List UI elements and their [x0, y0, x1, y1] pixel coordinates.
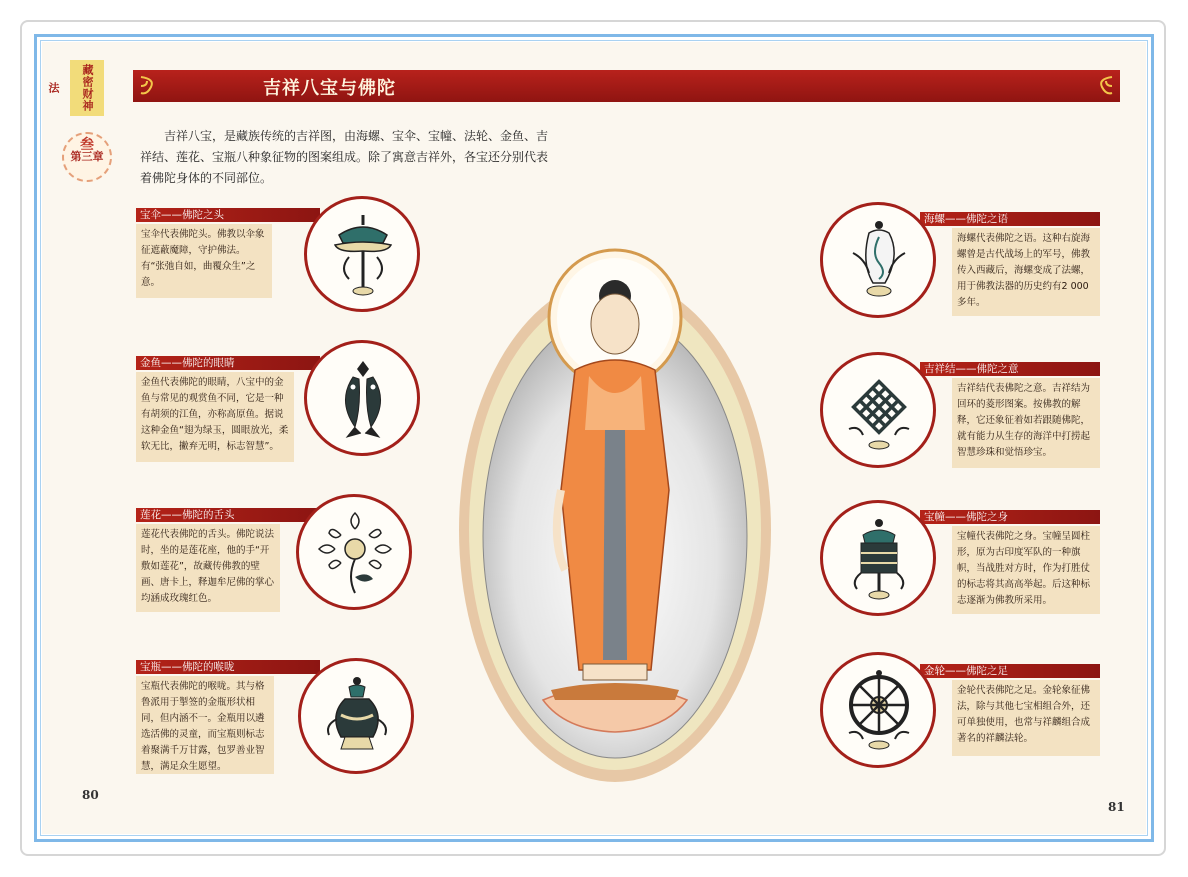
buddha-illustration	[455, 200, 775, 800]
card-text: 宝瓶代表佛陀的喉咙。其与格鲁派用于掣签的金瓶形状相同，但内涵不一。金瓶用以遴选活佛的灵童，而宝瓶则标志着聚满千万甘露，包罗善业智慧，满足众生愿望。	[136, 676, 274, 774]
symbol-circle	[820, 202, 936, 318]
parasol-icon	[325, 213, 401, 297]
scroll-ornament-icon	[137, 73, 159, 99]
page-title: 吉祥八宝与佛陀	[263, 78, 396, 99]
card-title: 莲花——佛陀的舌头	[136, 508, 320, 522]
card-text: 金轮代表佛陀之足。金轮象征佛法，除与其他七宝相组合外，还可单独使用，也常与祥麟组合成著名的祥麟法轮。	[952, 680, 1100, 756]
page-number-left: 80	[82, 788, 99, 802]
chapter-label: 第三章	[70, 150, 104, 163]
symbol-circle	[820, 652, 936, 768]
card-text: 宝伞代表佛陀头。佛教以伞象征遮蔽魔障，守护佛法。有“张弛自如，曲覆众生”之意。	[136, 224, 272, 298]
symbol-circle	[820, 500, 936, 616]
symbol-circle	[820, 352, 936, 468]
lotus-icon	[317, 511, 393, 595]
golden-fish-icon	[325, 357, 401, 441]
endless-knot-icon	[841, 369, 917, 453]
symbol-circle	[296, 494, 412, 610]
card-text: 金鱼代表佛陀的眼睛，八宝中的金鱼与常见的观赏鱼不同，它是一种有胡须的江鱼，亦称高原鱼。据说这种金鱼“翅为绿玉，圆眼放光，柔软无比，撇弃无明，标志智慧”。	[136, 372, 294, 462]
card-text: 吉祥结代表佛陀之意。吉祥结为回环的菱形图案。按佛教的解释，它还象征着如若跟随佛陀，就有能力从生存的海洋中打捞起智慧珍珠和觉悟珍宝。	[952, 378, 1100, 468]
conch-shell-icon	[841, 219, 917, 303]
card-text: 莲花代表佛陀的舌头。佛陀说法时，坐的是莲花座，他的手“开敷如莲花”，故藏传佛教的壁画、唐卡上，释迦牟尼佛的掌心均涵成玫瑰红色。	[136, 524, 280, 612]
scroll-ornament-icon	[1094, 73, 1116, 99]
treasure-vase-icon	[319, 675, 395, 759]
victory-banner-icon	[841, 517, 917, 601]
title-bar	[133, 70, 1120, 102]
intro-paragraph: 吉祥八宝，是藏族传统的吉祥图，由海螺、宝伞、宝幢、法轮、金鱼、吉祥结、莲花、宝瓶八种象征物的图案组成。除了寓意吉祥外，各宝还分别代表着佛陀身体的不同部位。	[140, 129, 549, 185]
page-number-right: 81	[1108, 800, 1125, 814]
card-title: 吉祥结——佛陀之意	[920, 362, 1100, 376]
chapter-marker	[62, 120, 112, 212]
symbol-circle	[304, 340, 420, 456]
card-title: 金鱼——佛陀的眼睛	[136, 356, 320, 370]
card-title: 金轮——佛陀之足	[920, 664, 1100, 678]
card-text: 宝幢代表佛陀之身。宝幢呈圆柱形，原为古印度军队的一种旗帜，当战胜对方时，作为打胜仗的标志将其高高举起。后这种标志逐渐为佛教所采用。	[952, 526, 1100, 614]
dharma-wheel-icon	[841, 669, 917, 753]
card-text: 海螺代表佛陀之语。这种右旋海螺曾是古代战场上的军号，佛教传入西藏后，海螺变成了法螺，用于佛教法器的历史约有2 000多年。	[952, 228, 1100, 316]
card-title: 宝瓶——佛陀的喉咙	[136, 660, 320, 674]
symbol-circle	[304, 196, 420, 312]
card-title: 宝伞——佛陀之头	[136, 208, 320, 222]
side-tab: 藏密财神法	[70, 60, 104, 116]
chapter-number: 叁	[80, 137, 94, 153]
card-title: 海螺——佛陀之语	[920, 212, 1100, 226]
symbol-circle	[298, 658, 414, 774]
card-title: 宝幢——佛陀之身	[920, 510, 1100, 524]
